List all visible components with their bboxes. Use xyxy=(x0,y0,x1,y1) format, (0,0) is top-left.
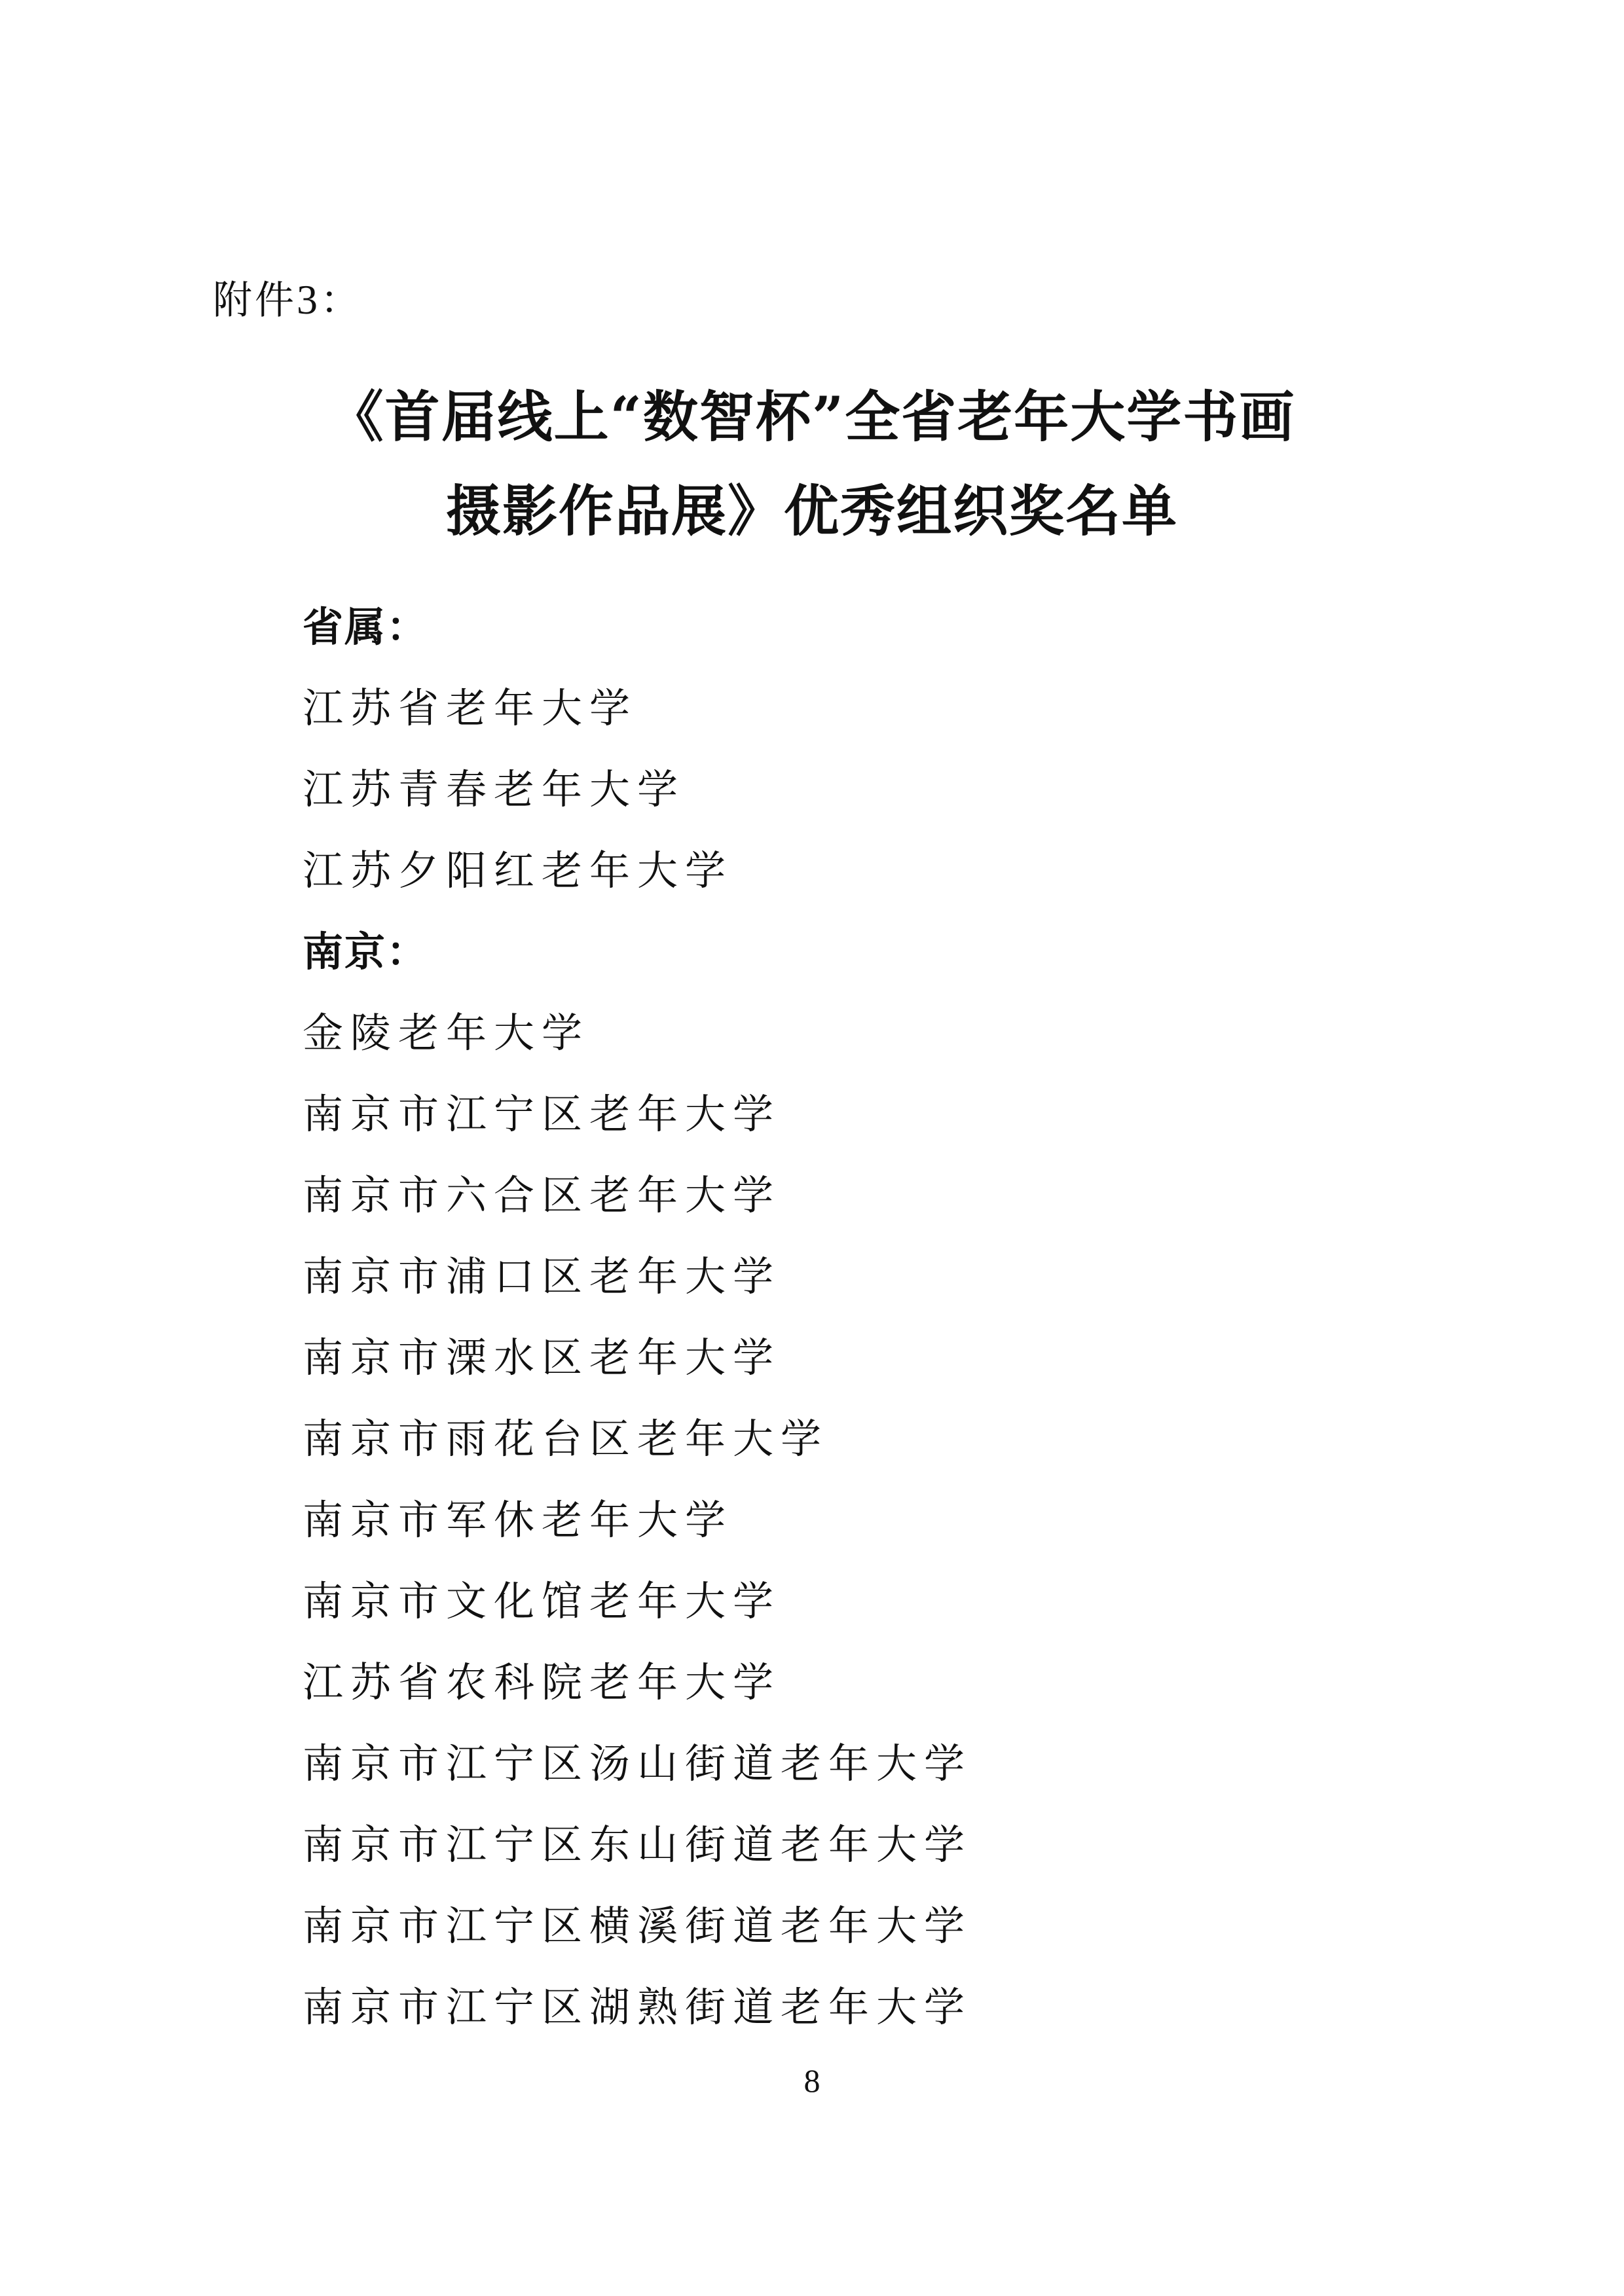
attachment-number: 3 xyxy=(297,276,320,323)
document-title-line-2: 摄影作品展》优秀组织奖名单 xyxy=(445,479,1178,543)
list-item: 南京市浦口区老年大学 xyxy=(303,1252,781,1300)
list-item: 南京市军休老年大学 xyxy=(303,1496,733,1544)
list-item: 江苏省农科院老年大学 xyxy=(303,1658,781,1706)
list-item: 江苏省老年大学 xyxy=(303,684,638,732)
list-item: 金陵老年大学 xyxy=(303,1009,590,1057)
list-item: 南京市六合区老年大学 xyxy=(303,1171,781,1219)
award-list xyxy=(303,587,972,2048)
list-item: 江苏青春老年大学 xyxy=(303,765,686,813)
list-item: 南京市雨花台区老年大学 xyxy=(303,1415,829,1463)
attachment-suffix: ： xyxy=(320,278,362,323)
list-item: 南京市江宁区湖熟街道老年大学 xyxy=(303,1983,972,2031)
page-number: 8 xyxy=(803,2062,821,2099)
list-item: 南京市江宁区汤山街道老年大学 xyxy=(303,1740,972,1787)
section-heading-nanjing: 南京： xyxy=(303,928,429,975)
document-title-line-1: 《首届线上“数智杯”全省老年大学书画 xyxy=(328,384,1296,449)
list-item: 江苏夕阳红老年大学 xyxy=(303,847,733,894)
list-item: 南京市溧水区老年大学 xyxy=(303,1334,781,1381)
attachment-label xyxy=(213,274,362,327)
list-item: 南京市江宁区东山街道老年大学 xyxy=(303,1821,972,1868)
list-item: 南京市文化馆老年大学 xyxy=(303,1577,781,1625)
section-heading-provincial: 省属： xyxy=(303,603,429,651)
list-item: 南京市江宁区老年大学 xyxy=(303,1090,781,1138)
list-item: 南京市江宁区横溪街道老年大学 xyxy=(303,1902,972,1950)
attachment-prefix: 附件 xyxy=(213,278,297,323)
